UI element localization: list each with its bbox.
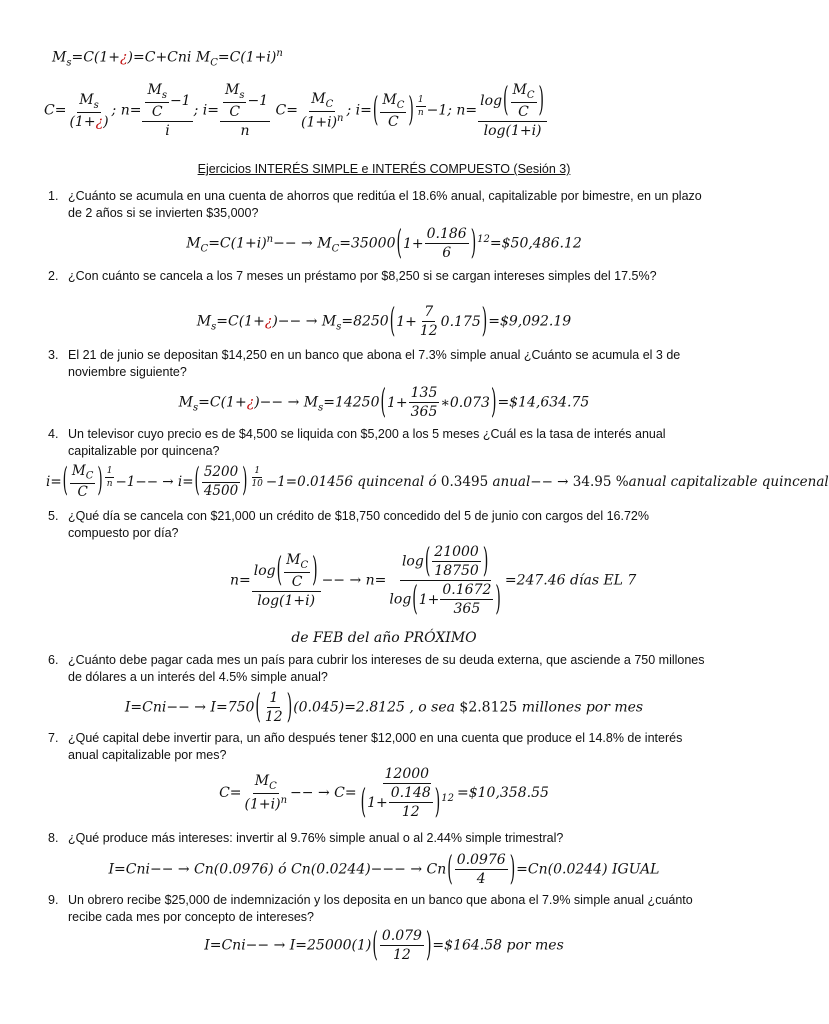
fraction-numerator: 21000 <box>432 544 481 562</box>
problem-6 <box>48 652 708 686</box>
solution-result: =$10,358.55 <box>457 785 549 802</box>
solution-2: $M_s=C(1+¿)-- \to M_s=8250$ ( 1+ $\frac{7}{12}$ 0.175 ) =$9,092.19 <box>196 302 572 341</box>
problem-text: Un televisor cuyo precio es de $4,500 se liquida con $5,200 a los 5 meses ¿Cuál es la tasa de interés anual capitalizable por quincena? <box>68 427 666 458</box>
problem-number: 8. <box>48 831 59 845</box>
fraction-denominator: 6 <box>442 245 452 262</box>
problem-2 <box>48 268 708 285</box>
solution-result: =$164.58 <box>432 937 503 954</box>
fraction-numerator: 7 <box>422 304 435 322</box>
formula-text: M <box>52 49 67 66</box>
solution-9: I=Cni−− → I=25000(1) ( $\frac{0.079}{12}$ ) =$164.58 por mes <box>204 926 564 965</box>
solution-result: =$14,634.75 <box>497 394 590 411</box>
formula-text: I=Cni−− → Cn(0.0976) <box>108 861 279 878</box>
problem-8 <box>48 830 708 847</box>
solution-3: $M_s=C(1+¿)-- \to M_s=14250$ ( 1+ $\frac{135}{365}$ ∗0.073 ) =$14,634.75 <box>178 383 590 422</box>
solution-5: n= log ( $M_C$ C ) log(1+i) −− → n= log ( $\frac{21000}{18750}$ ) log ( 1+ $\frac{0.1672}{365}$ ) =247.46 días EL 7 <box>230 542 637 619</box>
fraction-numerator: 135 <box>409 385 440 403</box>
date-text: de FEB del año PRÓXIMO <box>291 630 477 646</box>
fraction-denominator: 4500 <box>203 482 239 499</box>
unit-text: quincenal ó <box>352 473 441 490</box>
formula-text: I=Cni−− → I=750 <box>124 699 255 716</box>
problem-number: 9. <box>48 893 59 907</box>
problem-text: ¿Cuánto debe pagar cada mes un país para cubrir los intereses de su deuda externa, que asciende a 750 millones de dólares a un interés del 4.5% simple anual? <box>68 653 705 684</box>
fraction-numerator: 12000 <box>383 766 432 784</box>
problem-number: 4. <box>48 427 59 441</box>
fraction-denominator: 12 <box>392 947 411 964</box>
fraction-numerator: 0.1672 <box>440 582 493 600</box>
fraction-numerator: 0.0976 <box>455 852 508 870</box>
fraction-denominator: 18750 <box>434 563 479 580</box>
exponent-numerator: 1 <box>252 466 262 478</box>
solution-result: −1=0.01456 <box>265 473 353 490</box>
unit-text: ó <box>278 861 287 878</box>
fraction-denominator: 12 <box>264 709 283 726</box>
problem-number: 5. <box>48 509 59 523</box>
value-text: 0.3495 <box>440 473 489 490</box>
solution-result: =247.46 <box>504 572 566 589</box>
problem-5 <box>48 508 708 542</box>
title-text: Ejercicios INTERÉS SIMPLE e INTERÉS COMPUESTO (Sesión 3) <box>197 162 571 176</box>
problem-text: ¿Qué día se cancela con $21,000 un crédito de $18,750 concedido del 5 de junio con cargos del 16.72% compuesto por día? <box>68 509 649 540</box>
problem-4 <box>48 426 708 460</box>
problem-number: 3. <box>48 348 59 362</box>
solution-8: I=Cni−− → Cn(0.0976) ó Cn(0.0244)−−− → Cn ( $\frac{0.0976}{4}$ ) =Cn(0.0244) IGUAL <box>108 850 660 889</box>
problem-7 <box>48 730 708 764</box>
problem-text: ¿Qué produce más intereses: invertir al 9.76% simple anual o al 2.44% simple trimestral? <box>68 831 564 845</box>
unit-text: días EL 7 <box>565 572 637 589</box>
problem-number: 1. <box>48 189 59 203</box>
problem-3 <box>48 347 708 381</box>
formula-line-2: C= $\frac{M_s}{(1+¿)}$ ; n= $\frac{M_s}{C}$ −1 i ; i= $\frac{M_s}{C}$ −1 n C= $\frac{M_C}{(1+i)^n}$ ; i= ( $M_C$ C ) $^{\frac{1}{n}}$ −1; n= log ( $M_C$ C ) log(1+i) <box>44 82 548 139</box>
unit-text: millones por mes <box>521 699 644 716</box>
problem-text: Un obrero recibe $25,000 de indemnización y los deposita en un banco que abona el 7.9% simple anual ¿cuánto recibe cada mes por concepto de intereses? <box>68 893 693 924</box>
solution-result: =$50,486.12 <box>489 235 582 252</box>
problem-text: El 21 de junio se depositan $14,250 en un banco que abona el 7.3% simple anual ¿Cuánto se acumula el 3 de noviembre siguiente? <box>68 348 681 379</box>
fraction-denominator: 12 <box>401 804 420 821</box>
problem-text: ¿Qué capital debe invertir para, un año después tener $12,000 en una cuenta que produce el 14.8% de interés anual capitalizable por mes? <box>68 731 683 762</box>
value-text: $2.8125 <box>454 699 522 716</box>
solution-result: =Cn(0.0244) IGUAL <box>516 861 660 878</box>
solution-4: i= ( $M_C$ C ) $^{\frac{1}{n}}$ −1−− → i= ( $\frac{5200}{4500}$ ) $^{\frac{1}{10}}$ −1=0.01456 quincenal ó 0.3495 anual−− → 34.95 %anual capitalizable quincenal <box>46 461 829 501</box>
exponent: 12 <box>441 793 454 805</box>
fraction-numerator: 0.079 <box>380 928 424 946</box>
unit-text: o sea <box>418 699 455 716</box>
exponent-denominator: 10 <box>251 479 263 490</box>
formula-line-1: $M_s=C(1+¿)=C+Cni$ $M_C=C(1+i)^n$ <box>52 48 283 69</box>
problem-text: ¿Cuánto se acumula en una cuenta de ahorros que reditúa el 18.6% anual, capitalizable por bimestre, en un plazo de 2 años si se invierten $35,000? <box>68 189 702 220</box>
problem-number: 2. <box>48 269 59 283</box>
problem-1 <box>48 188 708 222</box>
unit-text: por mes <box>502 937 564 954</box>
fraction-numerator: 5200 <box>202 465 240 483</box>
fraction-denominator: 365 <box>453 601 481 618</box>
problem-text: ¿Con cuánto se cancela a los 7 meses un préstamo por $8,250 si se cargan intereses simples del 17.5%? <box>68 269 657 283</box>
formula-text: (0.045)=2.8125 , <box>293 699 419 716</box>
fraction-denominator: 12 <box>419 323 438 340</box>
problem-9 <box>48 892 708 926</box>
solution-6: I=Cni−− → I=750 ( $\frac{1}{12}$ ) (0.045)=2.8125 , o sea $2.8125 millones por mes <box>124 688 644 727</box>
fraction-numerator: 0.186 <box>425 226 469 244</box>
solution-1: $M_C=C(1+i)^n-- \to M_C=35000$ ( 1+ $\frac{0.186}{6}$ ) $^{12}$=$50,486.12 <box>186 224 582 263</box>
fraction-numerator: 1 <box>267 690 280 708</box>
fraction-denominator: 4 <box>476 871 486 888</box>
unit-text: anual capitalizable quincenal <box>628 473 829 490</box>
formula-text: I=Cni−− → I=25000(1) <box>204 937 372 954</box>
solution-7: C= $\frac{M_C}{(1+i)^n}$ −− → C= 12000 ( 1+ $\frac{0.148}{12}$ ) $^{12}$ =$10,358.55 <box>219 766 549 822</box>
value-text: 34.95 % <box>572 473 629 490</box>
formula-exp: n <box>276 48 283 59</box>
rate-value: ∗0.073 <box>440 394 490 411</box>
exponent: 12 <box>477 233 490 245</box>
solution-5-line-2 <box>0 630 768 646</box>
formula-text: Cn(0.0244)−−− → Cn <box>286 861 447 878</box>
section-title <box>0 160 768 178</box>
rate-value: 0.175 <box>440 313 481 330</box>
fraction-numerator: 0.148 <box>389 785 433 803</box>
unit-text: anual−− → <box>488 473 573 490</box>
problem-number: 6. <box>48 653 59 667</box>
fraction-denominator: 365 <box>410 404 438 421</box>
solution-result: =$9,092.19 <box>488 313 572 330</box>
problem-number: 7. <box>48 731 59 745</box>
